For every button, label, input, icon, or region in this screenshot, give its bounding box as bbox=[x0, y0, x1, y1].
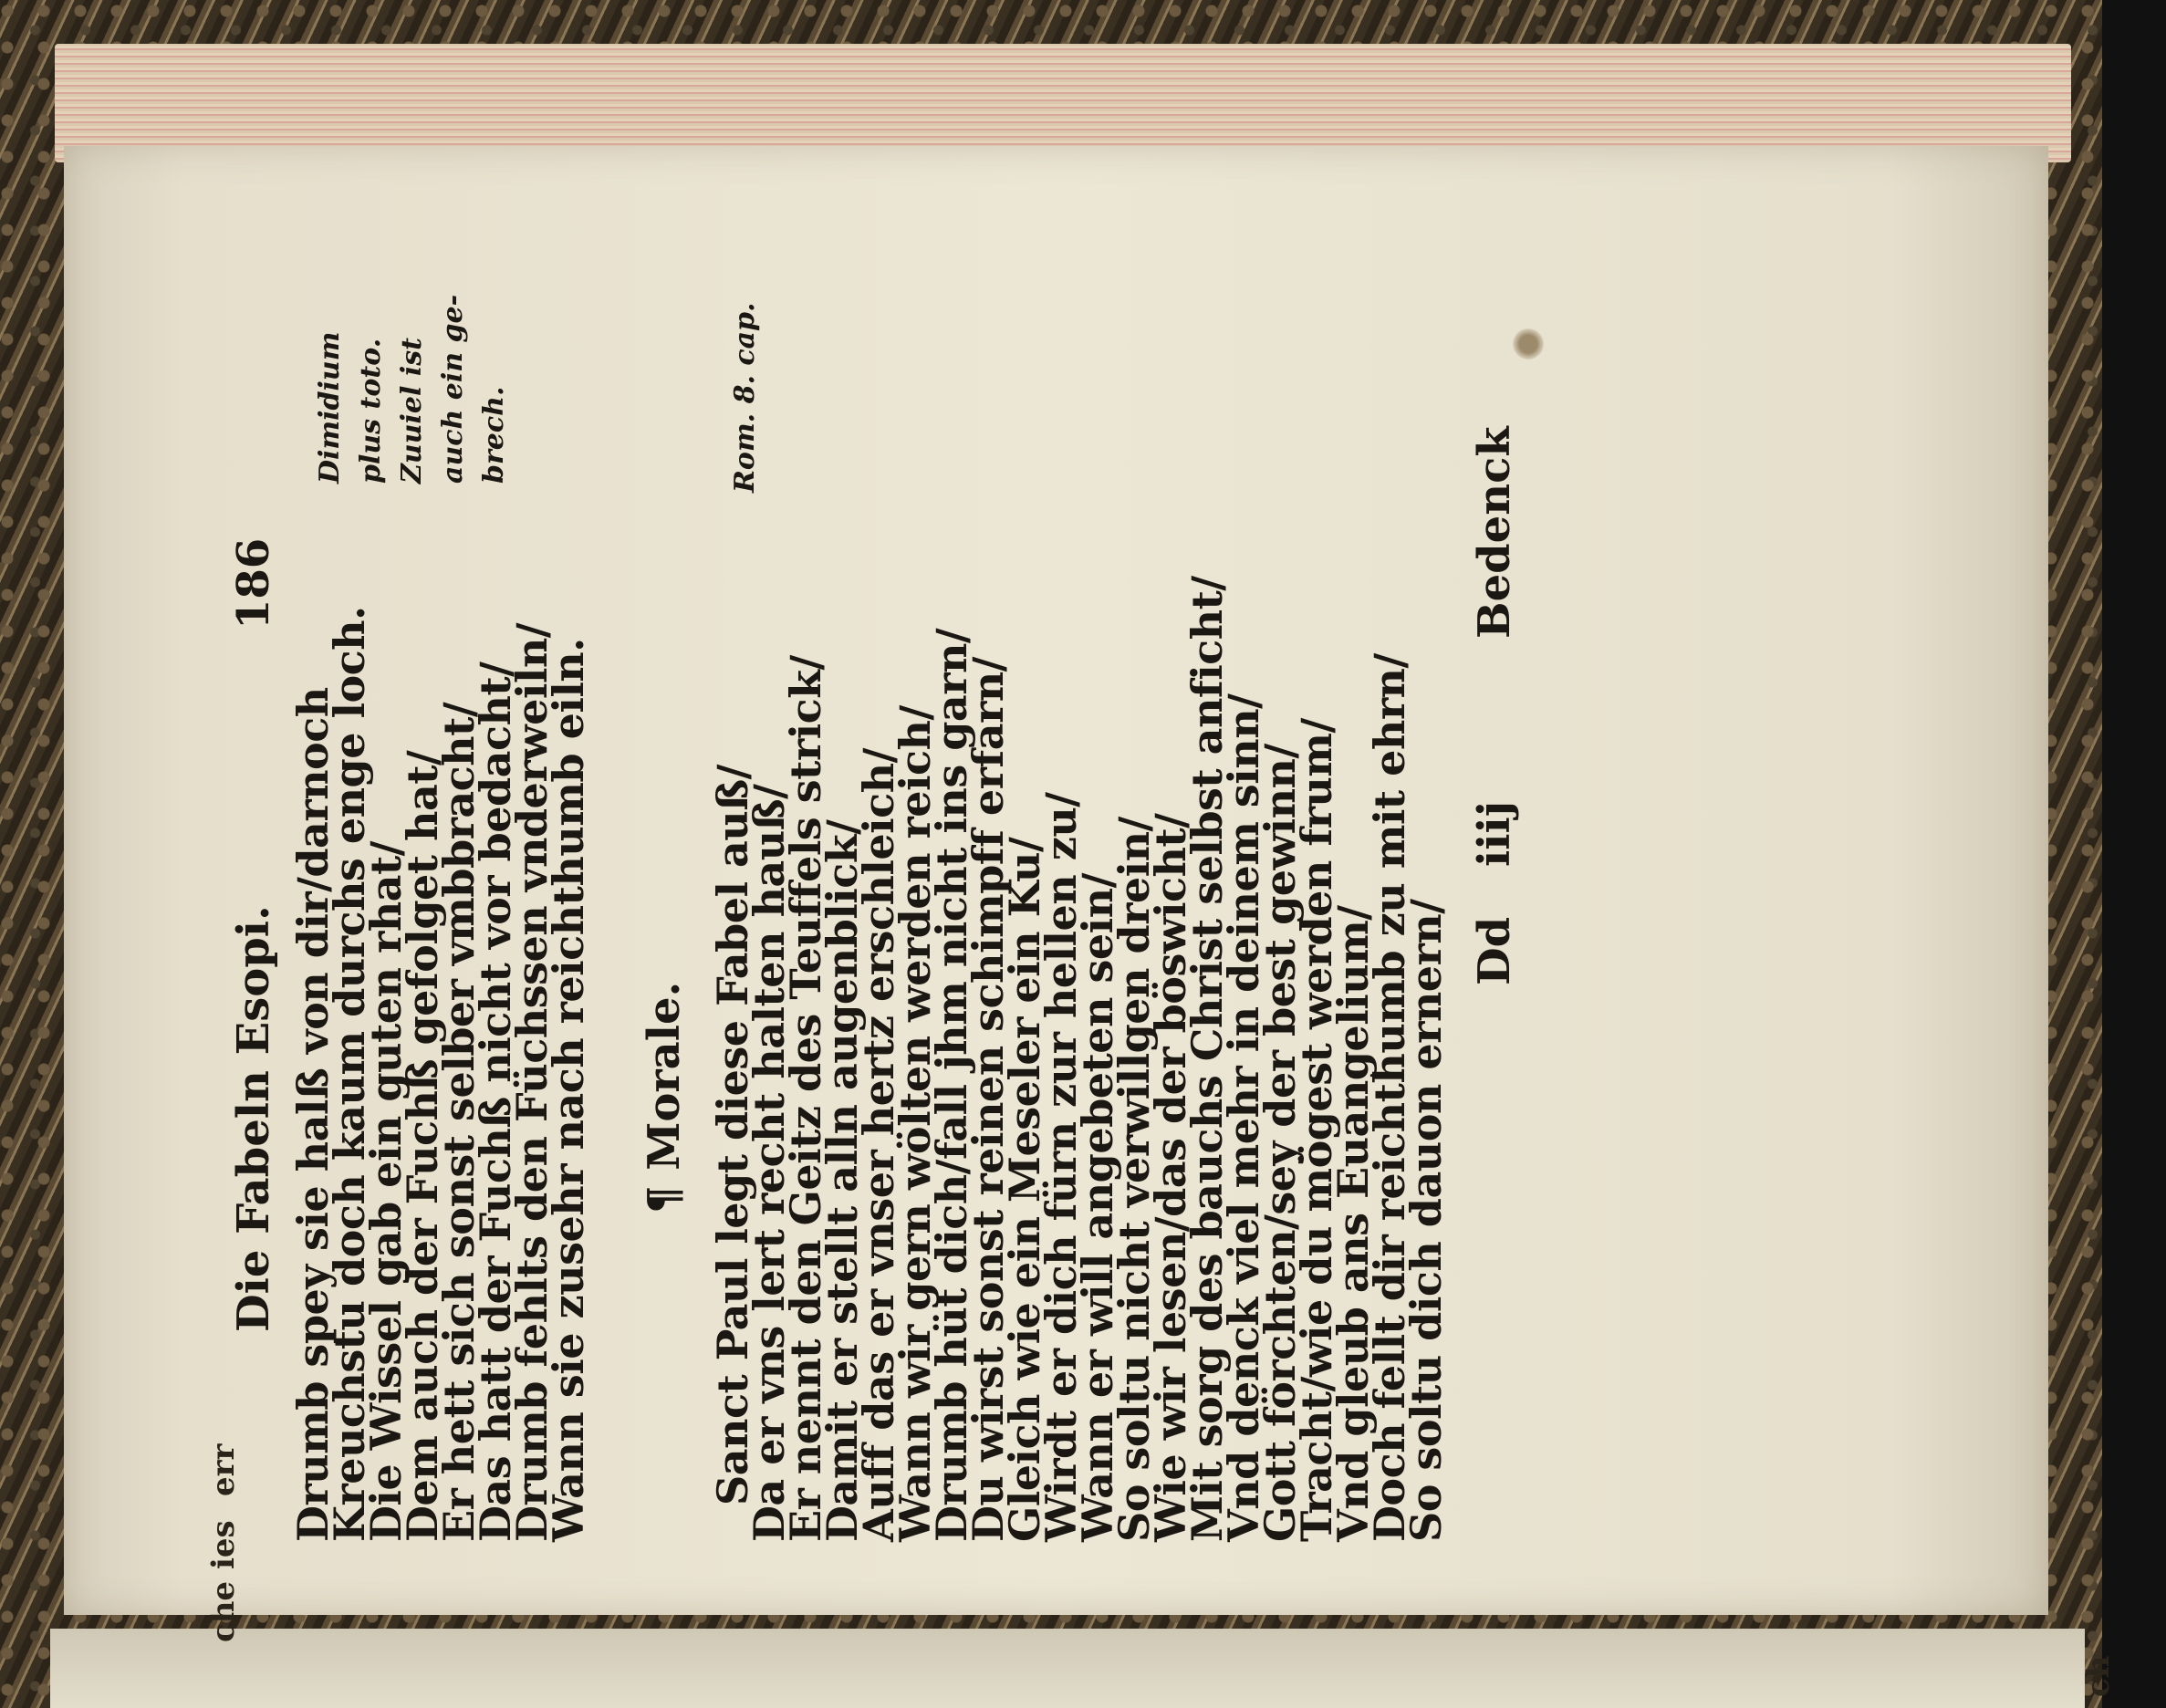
morale-line: Er nennt den Geitz des Teuffels strick/ bbox=[781, 655, 830, 1542]
morale-line: Damit er stellt alln augenblick/ bbox=[817, 819, 867, 1542]
morale-line: Drumb hüt dich/fall jhm nicht ins garn/ bbox=[927, 628, 976, 1542]
morale-line: Wirdt er dich fürn zur hellen zu/ bbox=[1036, 792, 1086, 1542]
running-title: Die Fabeln Esopi. bbox=[228, 905, 279, 1332]
morale-line: Sanct Paul legt diese Fabel auß/ bbox=[708, 765, 757, 1505]
morale-line: Tracht/wie du mögest werden frum/ bbox=[1292, 718, 1341, 1542]
fable-line: Er hett sich sonst selber vmbbracht/ bbox=[434, 702, 484, 1542]
morale-line: Du wirst sonst reinen schimpff erfarn/ bbox=[963, 657, 1013, 1542]
fable-line: Die Wissel gab ein guten rhat/ bbox=[361, 841, 411, 1542]
page-text-block bbox=[219, 192, 1916, 1560]
morale-line: Doch fellt dir reichthumb zu mit ehrn/ bbox=[1365, 653, 1414, 1542]
morale-line: Wann er will angebeten sein/ bbox=[1073, 873, 1122, 1542]
catchword: Bedenck bbox=[1469, 426, 1520, 639]
underlying-page bbox=[50, 1629, 2085, 1708]
signature-number: iiij bbox=[1469, 800, 1520, 867]
fable-line: Das hatt der Fuchß nicht vor bedacht/ bbox=[471, 661, 520, 1542]
page-edges bbox=[55, 44, 2071, 162]
signature-mark: Dd bbox=[1469, 916, 1520, 985]
morale-line: Vnd denck viel mehr in deinem sinn/ bbox=[1219, 693, 1268, 1542]
margin-note-reference: Rom. 8. cap. bbox=[729, 302, 761, 493]
backdrop bbox=[2102, 0, 2166, 1708]
fable-line: Kreuchstu doch kaum durchs enge loch. bbox=[325, 606, 374, 1542]
pilcrow-mark: ¶ bbox=[639, 1170, 690, 1213]
morale-line: Gleich wie ein Meseler ein Ku/ bbox=[1000, 837, 1049, 1542]
morale-line: Auff das er vnser hertz erschleich/ bbox=[854, 748, 903, 1542]
adjacent-letter: ies bbox=[205, 1520, 242, 1569]
morale-line: Wann wir gern wölten werden reich/ bbox=[890, 705, 940, 1542]
adjacent-letter: che bbox=[205, 1580, 242, 1642]
morale-heading: ¶ Morale. bbox=[639, 981, 690, 1213]
fable-line: Dem auch der Fuchß gefolget hat/ bbox=[398, 750, 447, 1542]
morale-line: So soltu dich dauon ernern/ bbox=[1401, 899, 1451, 1542]
fable-line: Drumb spey sie halß von dir/darnoch bbox=[288, 687, 338, 1542]
morale-line: Da er vns lert recht halten hauß/ bbox=[745, 784, 794, 1542]
morale-line: Mit sorg des bauchs Christ selbst anficht/ bbox=[1182, 576, 1232, 1542]
margin-note-latin-2: plus toto. bbox=[355, 338, 387, 484]
margin-note-latin-1: Dimidium bbox=[314, 331, 346, 484]
fable-line: Wann sie zusehr nach reichthumb eiln. bbox=[544, 638, 593, 1542]
page-number: 186 bbox=[228, 537, 279, 630]
morale-line: So soltu nicht verwillgen drein/ bbox=[1109, 817, 1159, 1542]
morale-line: Vnd gleub ans Euangelium/ bbox=[1328, 905, 1378, 1542]
fable-line: Drumb fehlts den Füchssen vnderweiln/ bbox=[507, 622, 557, 1542]
margin-note-german-1: Zuuiel ist bbox=[396, 338, 428, 484]
margin-note-german-2: auch ein ge- bbox=[437, 294, 469, 484]
adjacent-letter: err bbox=[205, 1443, 242, 1496]
adjacent-page-fragment-right bbox=[2080, 1588, 2135, 1697]
adjacent-letter: ch bbox=[2080, 1655, 2117, 1697]
morale-line: Wie wir lesen/das der böswicht/ bbox=[1146, 813, 1195, 1542]
margin-note-german-3: brech. bbox=[478, 386, 510, 484]
morale-line: Gott förchten/sey der best gewinn/ bbox=[1255, 744, 1305, 1542]
